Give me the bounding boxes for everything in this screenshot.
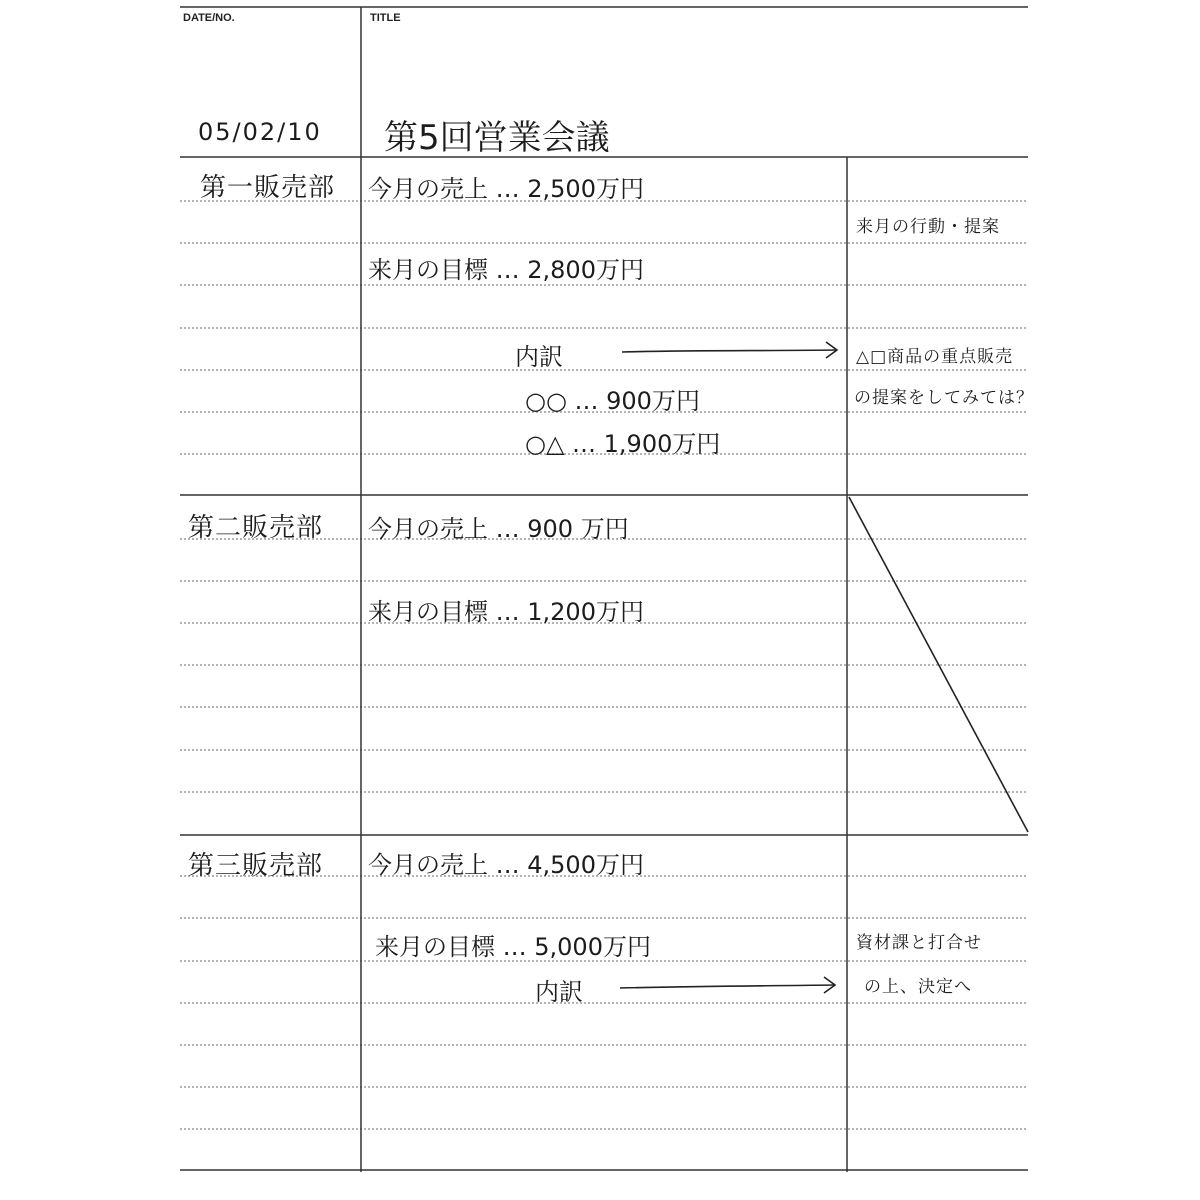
note-line: 資材課と打合せ [856,933,982,953]
department-name: 第一販売部 [200,173,336,203]
breakdown-label: 内訳 [515,343,563,371]
department-name: 第二販売部 [188,513,324,543]
target-next-month: 来月の目標 … 1,200万円 [368,598,644,626]
arrow-right-icon [622,342,837,358]
note-line: の上、決定へ [864,977,972,997]
breakdown-item: ○○ … 900万円 [525,387,700,415]
title-label: TITLE [370,12,401,24]
breakdown-item: ○△ … 1,900万円 [525,430,721,458]
sales-this-month: 今月の売上 … 4,500万円 [368,851,644,879]
sales-this-month: 今月の売上 … 2,500万円 [368,175,644,203]
breakdown-label: 内訳 [535,978,583,1006]
note-line: △□商品の重点販売 [856,347,1014,367]
meeting-date: 05/02/10 [198,118,322,146]
department-name: 第三販売部 [188,851,324,881]
sales-this-month: 今月の売上 … 900 万円 [368,515,629,543]
target-next-month: 来月の目標 … 5,000万円 [375,933,651,961]
arrow-right-icon [620,977,835,993]
meeting-title: 第5回営業会議 [384,118,610,158]
date-no-label: DATE/NO. [183,12,235,24]
target-next-month: 来月の目標 … 2,800万円 [368,256,644,284]
notes-heading: 来月の行動・提案 [856,217,1000,237]
note-line: の提案をしてみては？ [854,388,1034,408]
